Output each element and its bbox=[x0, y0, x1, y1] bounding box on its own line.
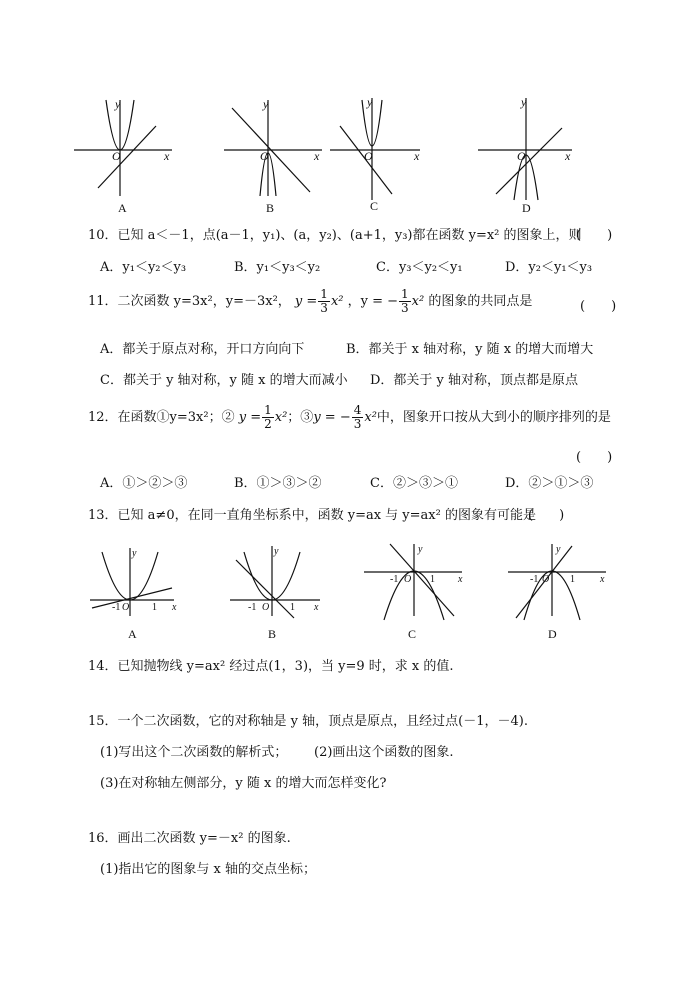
q12-stem: 12．在函数①y=3x²；② y = $\frac{1}{2}$ x²；③y = − $\frac{4}{3}$ x²中，图象开口按从大到小的顺序排列的是 bbox=[88, 403, 611, 431]
q13-label-c: C bbox=[408, 627, 417, 641]
q12-option-b: B．①＞③＞② bbox=[234, 476, 322, 491]
q13-label-b: B bbox=[268, 627, 277, 641]
q15-part-1: (1)写出这个二次函数的解析式； bbox=[100, 745, 288, 760]
q13-stem: 13．已知 a≠0，在同一直角坐标系中，函数 y=ax 与 y=ax² 的图象有可能是 bbox=[88, 508, 536, 523]
q16-stem: 16．画出二次函数 y=－x² 的图象. bbox=[88, 831, 291, 846]
q13-graph-c bbox=[364, 544, 462, 620]
svg-text:y: y bbox=[521, 95, 527, 109]
svg-text:y: y bbox=[115, 97, 121, 111]
svg-text:x: x bbox=[164, 149, 170, 163]
q12-option-c: C．②＞③＞① bbox=[370, 476, 458, 491]
svg-text:y: y bbox=[274, 546, 279, 557]
q10-option-d: D．y₂＜y₁＜y₃ bbox=[505, 260, 593, 275]
svg-text:O: O bbox=[404, 574, 412, 585]
svg-text:1: 1 bbox=[152, 602, 157, 613]
q10-stem: 10．已知 a＜－1，点(a－1，y₁)、(a，y₂)、(a+1，y₃)都在函数 y=x² 的图象上，则 bbox=[88, 228, 582, 243]
q10-option-b: B．y₁＜y₃＜y₂ bbox=[234, 260, 321, 275]
q15-part-3: (3)在对称轴左侧部分，y 随 x 的增大而怎样变化? bbox=[100, 776, 387, 791]
svg-text:O: O bbox=[122, 602, 130, 613]
svg-text:x: x bbox=[172, 602, 177, 613]
svg-text:y: y bbox=[418, 544, 423, 555]
q13-paren: ( ) bbox=[528, 508, 565, 523]
q12-option-a: A．①＞②＞③ bbox=[100, 476, 188, 491]
q11-option-a: A．都关于原点对称，开口方向向下 bbox=[100, 342, 305, 357]
q13-label-d: D bbox=[548, 627, 557, 641]
q10-paren: ( ) bbox=[576, 228, 613, 243]
q11-paren: ( ) bbox=[580, 299, 617, 314]
svg-text:1: 1 bbox=[430, 574, 435, 585]
top-graphs bbox=[60, 92, 600, 218]
svg-text:-1: -1 bbox=[248, 602, 257, 613]
svg-text:O: O bbox=[260, 149, 269, 163]
graph-label-a: A bbox=[118, 201, 127, 215]
q16-part-1: (1)指出它的图象与 x 轴的交点坐标； bbox=[100, 862, 317, 877]
q11-option-d: D．都关于 y 轴对称，顶点都是原点 bbox=[370, 373, 579, 388]
svg-text:1: 1 bbox=[290, 602, 295, 613]
q13-label-a: A bbox=[128, 627, 137, 641]
q13-graph-d bbox=[508, 544, 606, 620]
svg-text:O: O bbox=[112, 149, 121, 163]
q10-option-a: A．y₁＜y₂＜y₃ bbox=[100, 260, 187, 275]
svg-text:O: O bbox=[262, 602, 270, 613]
graph-label-d: D bbox=[522, 201, 531, 215]
q13-graphs bbox=[84, 538, 614, 644]
graph-label-c: C bbox=[370, 199, 379, 213]
svg-text:O: O bbox=[517, 149, 526, 163]
q14-stem: 14．已知抛物线 y=ax² 经过点(1，3)，当 y=9 时，求 x 的值. bbox=[88, 659, 454, 674]
q11-option-c: C．都关于 y 轴对称，y 随 x 的增大而减小 bbox=[100, 373, 348, 388]
svg-text:1: 1 bbox=[570, 574, 575, 585]
svg-text:y: y bbox=[132, 548, 137, 559]
svg-text:x: x bbox=[314, 149, 320, 163]
svg-text:y: y bbox=[263, 97, 269, 111]
graph-c bbox=[330, 98, 420, 200]
svg-text:-1: -1 bbox=[390, 574, 399, 585]
q10-option-c: C．y₃＜y₂＜y₁ bbox=[376, 260, 463, 275]
svg-text:x: x bbox=[565, 149, 571, 163]
svg-text:x: x bbox=[314, 602, 319, 613]
svg-text:-1: -1 bbox=[530, 574, 539, 585]
q15-stem: 15．一个二次函数，它的对称轴是 y 轴，顶点是原点，且经过点(－1，－4). bbox=[88, 714, 528, 729]
graph-b bbox=[224, 100, 322, 196]
svg-text:x: x bbox=[414, 149, 420, 163]
graph-label-b: B bbox=[266, 201, 275, 215]
svg-text:x: x bbox=[458, 574, 463, 585]
q12-option-d: D．②＞①＞③ bbox=[505, 476, 594, 491]
svg-text:y: y bbox=[367, 95, 373, 109]
q15-part-2: (2)画出这个函数的图象. bbox=[314, 745, 454, 760]
svg-text:y: y bbox=[556, 544, 561, 555]
svg-text:O: O bbox=[364, 149, 373, 163]
svg-text:x: x bbox=[600, 574, 605, 585]
q12-paren: ( ) bbox=[576, 450, 613, 465]
q11-option-b: B．都关于 x 轴对称，y 随 x 的增大而增大 bbox=[346, 342, 594, 357]
svg-text:-1: -1 bbox=[112, 602, 121, 613]
svg-text:O: O bbox=[542, 574, 550, 585]
graph-a bbox=[74, 100, 172, 196]
q11-stem: 11．二次函数 y=3x²，y=－3x²， y = $\frac{1}{3}$ x² ，y = − $\frac{1}{3}$ x² 的图象的共同点是 bbox=[88, 287, 533, 315]
